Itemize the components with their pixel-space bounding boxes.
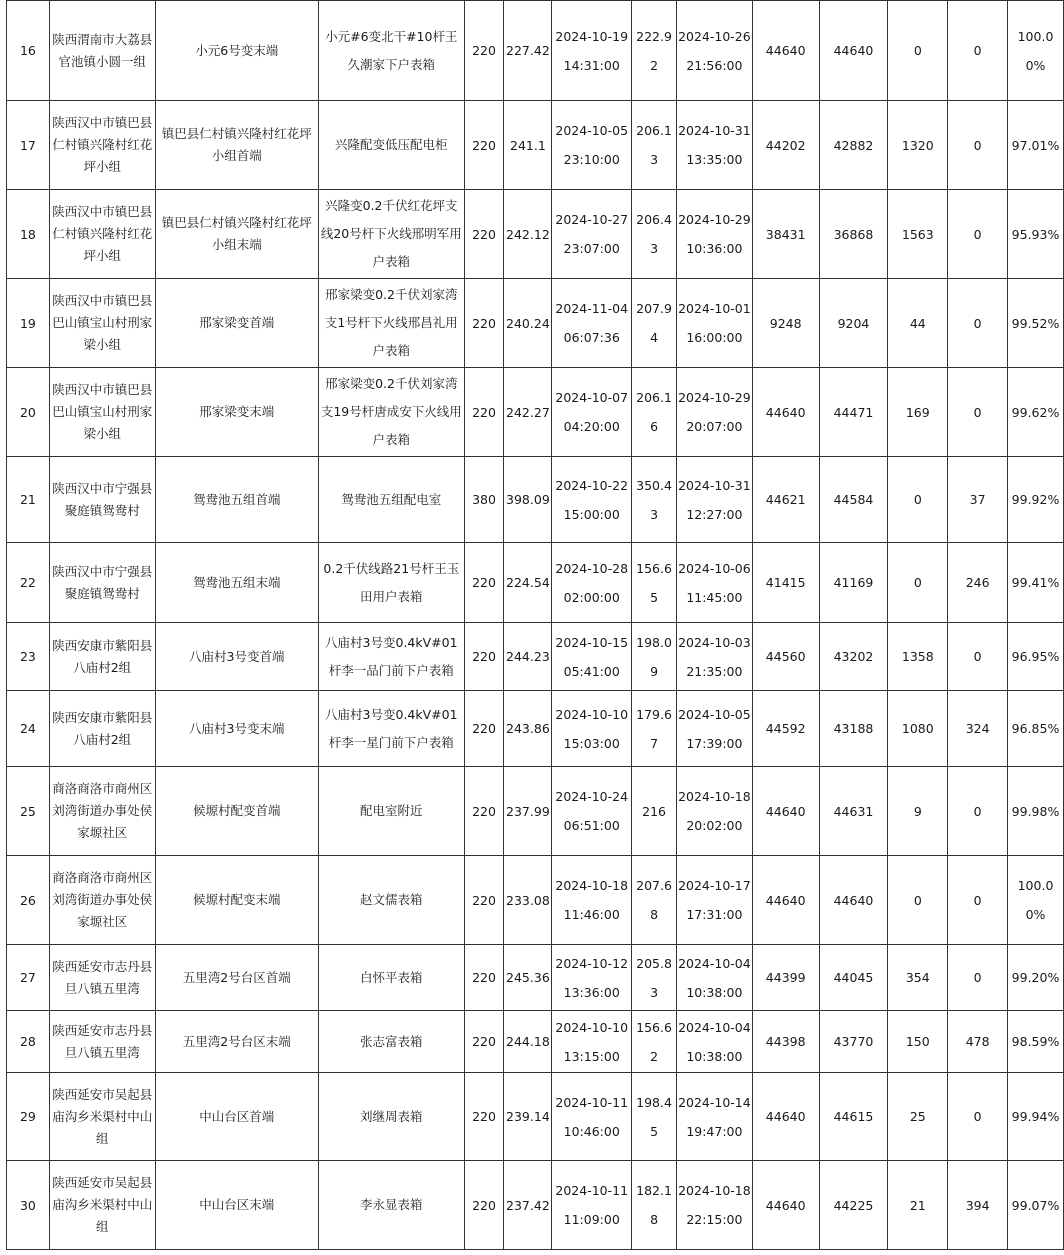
table-row xyxy=(7,767,1064,856)
row-number: 17 xyxy=(7,101,50,190)
qualification-rate-cell: 100.00% xyxy=(1008,856,1064,945)
over-upper-limit-cell: 354 xyxy=(888,945,948,1011)
region-cell: 陕西汉中市镇巴县巴山镇宝山村刑家梁小组 xyxy=(49,368,155,457)
min-voltage-cell: 198.09 xyxy=(632,623,677,691)
region-cell: 商洛商洛市商州区刘湾街道办事处侯家塬社区 xyxy=(49,856,155,945)
table-row xyxy=(7,279,1064,368)
max-voltage-cell: 233.08 xyxy=(504,856,552,945)
table-row xyxy=(7,856,1064,945)
max-voltage-time-cell: 2024-10-12 13:36:00 xyxy=(552,945,632,1011)
over-upper-limit-cell: 0 xyxy=(888,856,948,945)
monitor-point-cell: 中山台区首端 xyxy=(155,1073,318,1161)
over-upper-limit-cell: 1358 xyxy=(888,623,948,691)
max-voltage-time-cell: 2024-10-24 06:51:00 xyxy=(552,767,632,856)
rated-voltage-cell: 220 xyxy=(464,1161,504,1250)
region-cell: 陕西汉中市宁强县聚庭镇鸳鸯村 xyxy=(49,543,155,623)
total-minutes-cell: 44640 xyxy=(752,856,819,945)
under-lower-limit-cell: 0 xyxy=(948,368,1008,457)
min-voltage-time-cell: 2024-10-29 20:07:00 xyxy=(677,368,753,457)
table-row xyxy=(7,1161,1064,1250)
over-upper-limit-cell: 25 xyxy=(888,1073,948,1161)
qualification-rate-cell: 98.59% xyxy=(1008,1011,1064,1073)
max-voltage-time-cell: 2024-10-18 11:46:00 xyxy=(552,856,632,945)
max-voltage-time-cell: 2024-10-11 10:46:00 xyxy=(552,1073,632,1161)
voltage-monitoring-table xyxy=(6,0,1064,1250)
region-cell: 陕西延安市志丹县旦八镇五里湾 xyxy=(49,945,155,1011)
total-minutes-cell: 44640 xyxy=(752,1073,819,1161)
total-minutes-cell: 44399 xyxy=(752,945,819,1011)
region-cell: 陕西延安市吴起县庙沟乡米渠村中山组 xyxy=(49,1073,155,1161)
table-row xyxy=(7,1011,1064,1073)
under-lower-limit-cell: 478 xyxy=(948,1011,1008,1073)
qualification-rate-cell: 99.41% xyxy=(1008,543,1064,623)
qualification-rate-cell: 99.94% xyxy=(1008,1073,1064,1161)
rated-voltage-cell: 220 xyxy=(464,190,504,279)
qualified-minutes-cell: 43770 xyxy=(819,1011,888,1073)
row-number: 29 xyxy=(7,1073,50,1161)
over-upper-limit-cell: 169 xyxy=(888,368,948,457)
monitor-point-cell: 邢家梁变末端 xyxy=(155,368,318,457)
qualification-rate-cell: 95.93% xyxy=(1008,190,1064,279)
region-cell: 陕西延安市吴起县庙沟乡米渠村中山组 xyxy=(49,1161,155,1250)
max-voltage-time-cell: 2024-10-28 02:00:00 xyxy=(552,543,632,623)
install-location-cell: 兴隆配变低压配电柜 xyxy=(319,101,465,190)
max-voltage-time-cell: 2024-11-04 06:07:36 xyxy=(552,279,632,368)
monitor-point-cell: 鸳鸯池五组首端 xyxy=(155,457,318,543)
min-voltage-time-cell: 2024-10-04 10:38:00 xyxy=(677,945,753,1011)
qualified-minutes-cell: 44225 xyxy=(819,1161,888,1250)
qualified-minutes-cell: 9204 xyxy=(819,279,888,368)
under-lower-limit-cell: 0 xyxy=(948,1073,1008,1161)
qualified-minutes-cell: 44615 xyxy=(819,1073,888,1161)
table-row xyxy=(7,1,1064,101)
total-minutes-cell: 44640 xyxy=(752,767,819,856)
rated-voltage-cell: 220 xyxy=(464,1,504,101)
over-upper-limit-cell: 1563 xyxy=(888,190,948,279)
install-location-cell: 白怀平表箱 xyxy=(319,945,465,1011)
install-location-cell: 0.2千伏线路21号杆王玉田用户表箱 xyxy=(319,543,465,623)
qualification-rate-cell: 99.92% xyxy=(1008,457,1064,543)
min-voltage-time-cell: 2024-10-26 21:56:00 xyxy=(677,1,753,101)
row-number: 21 xyxy=(7,457,50,543)
max-voltage-time-cell: 2024-10-27 23:07:00 xyxy=(552,190,632,279)
table-body xyxy=(7,1,1064,1250)
rated-voltage-cell: 220 xyxy=(464,691,504,767)
max-voltage-time-cell: 2024-10-11 11:09:00 xyxy=(552,1161,632,1250)
row-number: 25 xyxy=(7,767,50,856)
total-minutes-cell: 44560 xyxy=(752,623,819,691)
monitor-point-cell: 中山台区末端 xyxy=(155,1161,318,1250)
total-minutes-cell: 38431 xyxy=(752,190,819,279)
min-voltage-time-cell: 2024-10-29 10:36:00 xyxy=(677,190,753,279)
total-minutes-cell: 44202 xyxy=(752,101,819,190)
min-voltage-cell: 156.65 xyxy=(632,543,677,623)
total-minutes-cell: 9248 xyxy=(752,279,819,368)
qualified-minutes-cell: 43188 xyxy=(819,691,888,767)
monitor-point-cell: 邢家梁变首端 xyxy=(155,279,318,368)
region-cell: 陕西渭南市大荔县官池镇小圆一组 xyxy=(49,1,155,101)
monitor-point-cell: 八庙村3号变末端 xyxy=(155,691,318,767)
min-voltage-time-cell: 2024-10-31 12:27:00 xyxy=(677,457,753,543)
over-upper-limit-cell: 150 xyxy=(888,1011,948,1073)
install-location-cell: 八庙村3号变0.4kV#01杆李一品门前下户表箱 xyxy=(319,623,465,691)
qualification-rate-cell: 99.62% xyxy=(1008,368,1064,457)
min-voltage-cell: 207.68 xyxy=(632,856,677,945)
monitor-point-cell: 候塬村配变末端 xyxy=(155,856,318,945)
max-voltage-cell: 227.42 xyxy=(504,1,552,101)
under-lower-limit-cell: 0 xyxy=(948,1,1008,101)
min-voltage-cell: 222.92 xyxy=(632,1,677,101)
table-row xyxy=(7,368,1064,457)
qualification-rate-cell: 99.98% xyxy=(1008,767,1064,856)
install-location-cell: 配电室附近 xyxy=(319,767,465,856)
max-voltage-cell: 239.14 xyxy=(504,1073,552,1161)
min-voltage-cell: 216 xyxy=(632,767,677,856)
min-voltage-time-cell: 2024-10-31 13:35:00 xyxy=(677,101,753,190)
min-voltage-cell: 206.13 xyxy=(632,101,677,190)
monitor-point-cell: 五里湾2号台区首端 xyxy=(155,945,318,1011)
min-voltage-time-cell: 2024-10-18 22:15:00 xyxy=(677,1161,753,1250)
region-cell: 陕西汉中市镇巴县仁村镇兴隆村红花坪小组 xyxy=(49,190,155,279)
under-lower-limit-cell: 394 xyxy=(948,1161,1008,1250)
table-row xyxy=(7,190,1064,279)
min-voltage-time-cell: 2024-10-17 17:31:00 xyxy=(677,856,753,945)
monitor-point-cell: 镇巴县仁村镇兴隆村红花坪小组首端 xyxy=(155,101,318,190)
max-voltage-time-cell: 2024-10-15 05:41:00 xyxy=(552,623,632,691)
max-voltage-time-cell: 2024-10-22 15:00:00 xyxy=(552,457,632,543)
install-location-cell: 张志富表箱 xyxy=(319,1011,465,1073)
monitor-point-cell: 小元6号变末端 xyxy=(155,1,318,101)
qualified-minutes-cell: 44584 xyxy=(819,457,888,543)
over-upper-limit-cell: 1080 xyxy=(888,691,948,767)
rated-voltage-cell: 220 xyxy=(464,1011,504,1073)
under-lower-limit-cell: 0 xyxy=(948,767,1008,856)
row-number: 18 xyxy=(7,190,50,279)
max-voltage-cell: 240.24 xyxy=(504,279,552,368)
under-lower-limit-cell: 0 xyxy=(948,623,1008,691)
row-number: 27 xyxy=(7,945,50,1011)
min-voltage-time-cell: 2024-10-05 17:39:00 xyxy=(677,691,753,767)
total-minutes-cell: 44640 xyxy=(752,1161,819,1250)
rated-voltage-cell: 220 xyxy=(464,368,504,457)
monitor-point-cell: 镇巴县仁村镇兴隆村红花坪小组末端 xyxy=(155,190,318,279)
total-minutes-cell: 41415 xyxy=(752,543,819,623)
qualified-minutes-cell: 42882 xyxy=(819,101,888,190)
monitor-point-cell: 鸳鸯池五组末端 xyxy=(155,543,318,623)
install-location-cell: 兴隆变0.2千伏红花坪支线20号杆下火线邢明军用户表箱 xyxy=(319,190,465,279)
min-voltage-cell: 182.18 xyxy=(632,1161,677,1250)
region-cell: 陕西安康市紫阳县八庙村2组 xyxy=(49,623,155,691)
table-row xyxy=(7,1073,1064,1161)
over-upper-limit-cell: 0 xyxy=(888,457,948,543)
rated-voltage-cell: 220 xyxy=(464,1073,504,1161)
region-cell: 陕西汉中市镇巴县巴山镇宝山村刑家梁小组 xyxy=(49,279,155,368)
min-voltage-cell: 205.83 xyxy=(632,945,677,1011)
rated-voltage-cell: 380 xyxy=(464,457,504,543)
row-number: 24 xyxy=(7,691,50,767)
region-cell: 陕西汉中市镇巴县仁村镇兴隆村红花坪小组 xyxy=(49,101,155,190)
install-location-cell: 八庙村3号变0.4kV#01杆李一星门前下户表箱 xyxy=(319,691,465,767)
qualification-rate-cell: 99.20% xyxy=(1008,945,1064,1011)
min-voltage-cell: 350.43 xyxy=(632,457,677,543)
max-voltage-cell: 243.86 xyxy=(504,691,552,767)
qualified-minutes-cell: 44471 xyxy=(819,368,888,457)
total-minutes-cell: 44621 xyxy=(752,457,819,543)
table-row xyxy=(7,691,1064,767)
over-upper-limit-cell: 1320 xyxy=(888,101,948,190)
max-voltage-time-cell: 2024-10-05 23:10:00 xyxy=(552,101,632,190)
install-location-cell: 邢家梁变0.2千伏刘家湾支1号杆下火线邢昌礼用户表箱 xyxy=(319,279,465,368)
table-row xyxy=(7,457,1064,543)
min-voltage-cell: 207.94 xyxy=(632,279,677,368)
rated-voltage-cell: 220 xyxy=(464,543,504,623)
max-voltage-time-cell: 2024-10-10 15:03:00 xyxy=(552,691,632,767)
max-voltage-cell: 245.36 xyxy=(504,945,552,1011)
under-lower-limit-cell: 37 xyxy=(948,457,1008,543)
under-lower-limit-cell: 0 xyxy=(948,856,1008,945)
over-upper-limit-cell: 9 xyxy=(888,767,948,856)
max-voltage-cell: 242.27 xyxy=(504,368,552,457)
max-voltage-cell: 242.12 xyxy=(504,190,552,279)
max-voltage-cell: 241.1 xyxy=(504,101,552,190)
max-voltage-time-cell: 2024-10-07 04:20:00 xyxy=(552,368,632,457)
under-lower-limit-cell: 0 xyxy=(948,101,1008,190)
table-row xyxy=(7,101,1064,190)
row-number: 28 xyxy=(7,1011,50,1073)
min-voltage-time-cell: 2024-10-06 11:45:00 xyxy=(677,543,753,623)
over-upper-limit-cell: 21 xyxy=(888,1161,948,1250)
qualification-rate-cell: 99.07% xyxy=(1008,1161,1064,1250)
rated-voltage-cell: 220 xyxy=(464,945,504,1011)
max-voltage-cell: 398.09 xyxy=(504,457,552,543)
min-voltage-cell: 206.43 xyxy=(632,190,677,279)
qualified-minutes-cell: 44045 xyxy=(819,945,888,1011)
rated-voltage-cell: 220 xyxy=(464,767,504,856)
min-voltage-cell: 198.45 xyxy=(632,1073,677,1161)
monitor-point-cell: 八庙村3号变首端 xyxy=(155,623,318,691)
region-cell: 商洛商洛市商州区刘湾街道办事处侯家塬社区 xyxy=(49,767,155,856)
rated-voltage-cell: 220 xyxy=(464,101,504,190)
qualification-rate-cell: 96.85% xyxy=(1008,691,1064,767)
install-location-cell: 赵文儒表箱 xyxy=(319,856,465,945)
qualified-minutes-cell: 44640 xyxy=(819,1,888,101)
min-voltage-time-cell: 2024-10-03 21:35:00 xyxy=(677,623,753,691)
max-voltage-cell: 224.54 xyxy=(504,543,552,623)
region-cell: 陕西汉中市宁强县聚庭镇鸳鸯村 xyxy=(49,457,155,543)
under-lower-limit-cell: 246 xyxy=(948,543,1008,623)
row-number: 16 xyxy=(7,1,50,101)
rated-voltage-cell: 220 xyxy=(464,856,504,945)
region-cell: 陕西延安市志丹县旦八镇五里湾 xyxy=(49,1011,155,1073)
rated-voltage-cell: 220 xyxy=(464,623,504,691)
total-minutes-cell: 44398 xyxy=(752,1011,819,1073)
over-upper-limit-cell: 0 xyxy=(888,1,948,101)
table-row xyxy=(7,945,1064,1011)
qualification-rate-cell: 100.00% xyxy=(1008,1,1064,101)
under-lower-limit-cell: 0 xyxy=(948,279,1008,368)
over-upper-limit-cell: 0 xyxy=(888,543,948,623)
install-location-cell: 小元#6变北干#10杆王久潮家下户表箱 xyxy=(319,1,465,101)
max-voltage-cell: 237.99 xyxy=(504,767,552,856)
qualification-rate-cell: 97.01% xyxy=(1008,101,1064,190)
row-number: 23 xyxy=(7,623,50,691)
row-number: 20 xyxy=(7,368,50,457)
row-number: 19 xyxy=(7,279,50,368)
total-minutes-cell: 44640 xyxy=(752,368,819,457)
max-voltage-cell: 244.23 xyxy=(504,623,552,691)
max-voltage-cell: 237.42 xyxy=(504,1161,552,1250)
install-location-cell: 鸳鸯池五组配电室 xyxy=(319,457,465,543)
max-voltage-time-cell: 2024-10-10 13:15:00 xyxy=(552,1011,632,1073)
min-voltage-cell: 179.67 xyxy=(632,691,677,767)
over-upper-limit-cell: 44 xyxy=(888,279,948,368)
monitor-point-cell: 五里湾2号台区末端 xyxy=(155,1011,318,1073)
qualification-rate-cell: 96.95% xyxy=(1008,623,1064,691)
min-voltage-time-cell: 2024-10-14 19:47:00 xyxy=(677,1073,753,1161)
max-voltage-cell: 244.18 xyxy=(504,1011,552,1073)
qualified-minutes-cell: 36868 xyxy=(819,190,888,279)
qualification-rate-cell: 99.52% xyxy=(1008,279,1064,368)
row-number: 30 xyxy=(7,1161,50,1250)
region-cell: 陕西安康市紫阳县八庙村2组 xyxy=(49,691,155,767)
min-voltage-time-cell: 2024-10-01 16:00:00 xyxy=(677,279,753,368)
qualified-minutes-cell: 41169 xyxy=(819,543,888,623)
total-minutes-cell: 44640 xyxy=(752,1,819,101)
install-location-cell: 刘继周表箱 xyxy=(319,1073,465,1161)
under-lower-limit-cell: 0 xyxy=(948,190,1008,279)
monitor-point-cell: 候塬村配变首端 xyxy=(155,767,318,856)
min-voltage-time-cell: 2024-10-04 10:38:00 xyxy=(677,1011,753,1073)
under-lower-limit-cell: 324 xyxy=(948,691,1008,767)
min-voltage-cell: 206.16 xyxy=(632,368,677,457)
total-minutes-cell: 44592 xyxy=(752,691,819,767)
min-voltage-cell: 156.62 xyxy=(632,1011,677,1073)
row-number: 22 xyxy=(7,543,50,623)
row-number: 26 xyxy=(7,856,50,945)
install-location-cell: 邢家梁变0.2千伏刘家湾支19号杆唐成安下火线用户表箱 xyxy=(319,368,465,457)
table-row xyxy=(7,543,1064,623)
qualified-minutes-cell: 44640 xyxy=(819,856,888,945)
max-voltage-time-cell: 2024-10-19 14:31:00 xyxy=(552,1,632,101)
rated-voltage-cell: 220 xyxy=(464,279,504,368)
qualified-minutes-cell: 43202 xyxy=(819,623,888,691)
qualified-minutes-cell: 44631 xyxy=(819,767,888,856)
install-location-cell: 李永显表箱 xyxy=(319,1161,465,1250)
min-voltage-time-cell: 2024-10-18 20:02:00 xyxy=(677,767,753,856)
under-lower-limit-cell: 0 xyxy=(948,945,1008,1011)
table-row xyxy=(7,623,1064,691)
